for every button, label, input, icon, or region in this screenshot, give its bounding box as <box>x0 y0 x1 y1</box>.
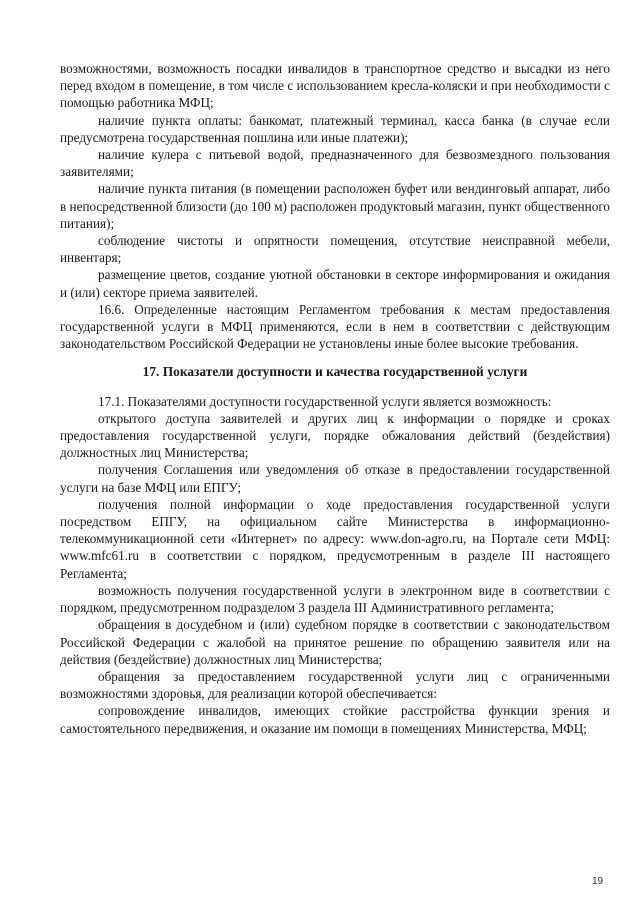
paragraph: 17.1. Показателями доступности государственной услуги является возможность: <box>98 393 552 409</box>
section-heading: 17. Показатели доступности и качества государственной услуги <box>142 364 528 380</box>
paragraph: возможность получения государственной услуги в электронном виде в соответствии с порядком, предусмотренном подразделом 3 раздела III Административного регламента; <box>60 582 610 616</box>
paragraph: возможностями, возможность посадки инвалидов в транспортное средство и высадки из него перед входом в помещение, в том числе с использованием кресла-коляски и при необходимости с помощью работника МФЦ; <box>60 61 610 111</box>
paragraph: обращения за предоставлением государственной услуги лиц с ограниченными возможностями здоровья, для реализации которой обеспечивается: <box>60 668 610 702</box>
paragraph: наличие пункта питания (в помещении расположен буфет или вендинговый аппарат, либо в непосредственной близости (до 100 м) расположен продуктовый магазин, пункт общественного питания); <box>60 181 610 231</box>
paragraph: получения Соглашения или уведомления об отказе в предоставлении государственной услуги на базе МФЦ или ЕПГУ; <box>60 462 610 495</box>
paragraph: получения полной информации о ходе предоставления государственной услуги посредством ЕПГУ, на официальном сайте Министерства в информационно-телекоммуникационной сети «Интернет» по адресу: www.don-agro.ru, на Портале сети МФЦ: www.mfc61.ru в соответствии с порядком, предусмотренным в разделе III настоящего Регламента; <box>60 496 610 581</box>
page-number: 19 <box>592 876 604 887</box>
paragraph: наличие пункта оплаты: банкомат, платежный терминал, касса банка (в случае если предусмотрена государственная пошлина или иные платежи); <box>60 112 610 145</box>
page-body <box>60 60 610 737</box>
paragraph: обращения в досудебном и (или) судебном порядке в соответствии с законодательством Российской Федерации с жалобой на принятое решение по обращению заявителя или на действия (бездействие) должностных лиц Министерства; <box>60 617 610 667</box>
paragraph: открытого доступа заявителей и других лиц к информации о порядке и сроках предоставления государственной услуги, порядке обжалования действий (бездействия) должностных лиц Министерства; <box>60 410 610 461</box>
paragraph: 16.6. Определенные настоящим Регламентом требования к местам предоставления государственной услуги в МФЦ применяются, если в нем в соответствии с действующим законодательством Российской Федерации не установлены иные более высокие требования. <box>60 301 610 352</box>
paragraph: размещение цветов, создание уютной обстановки в секторе информирования и ожидания и (или) секторе приема заявителей. <box>60 267 610 300</box>
paragraph: наличие кулера с питьевой водой, предназначенного для безвозмездного пользования заявителями; <box>60 147 610 180</box>
paragraph: сопровождение инвалидов, имеющих стойкие расстройства функции зрения и самостоятельного передвижения, и оказание им помощи в помещениях Министерства, МФЦ; <box>60 703 610 736</box>
paragraph: соблюдение чистоты и опрятности помещения, отсутствие неисправной мебели, инвентаря; <box>60 233 610 266</box>
